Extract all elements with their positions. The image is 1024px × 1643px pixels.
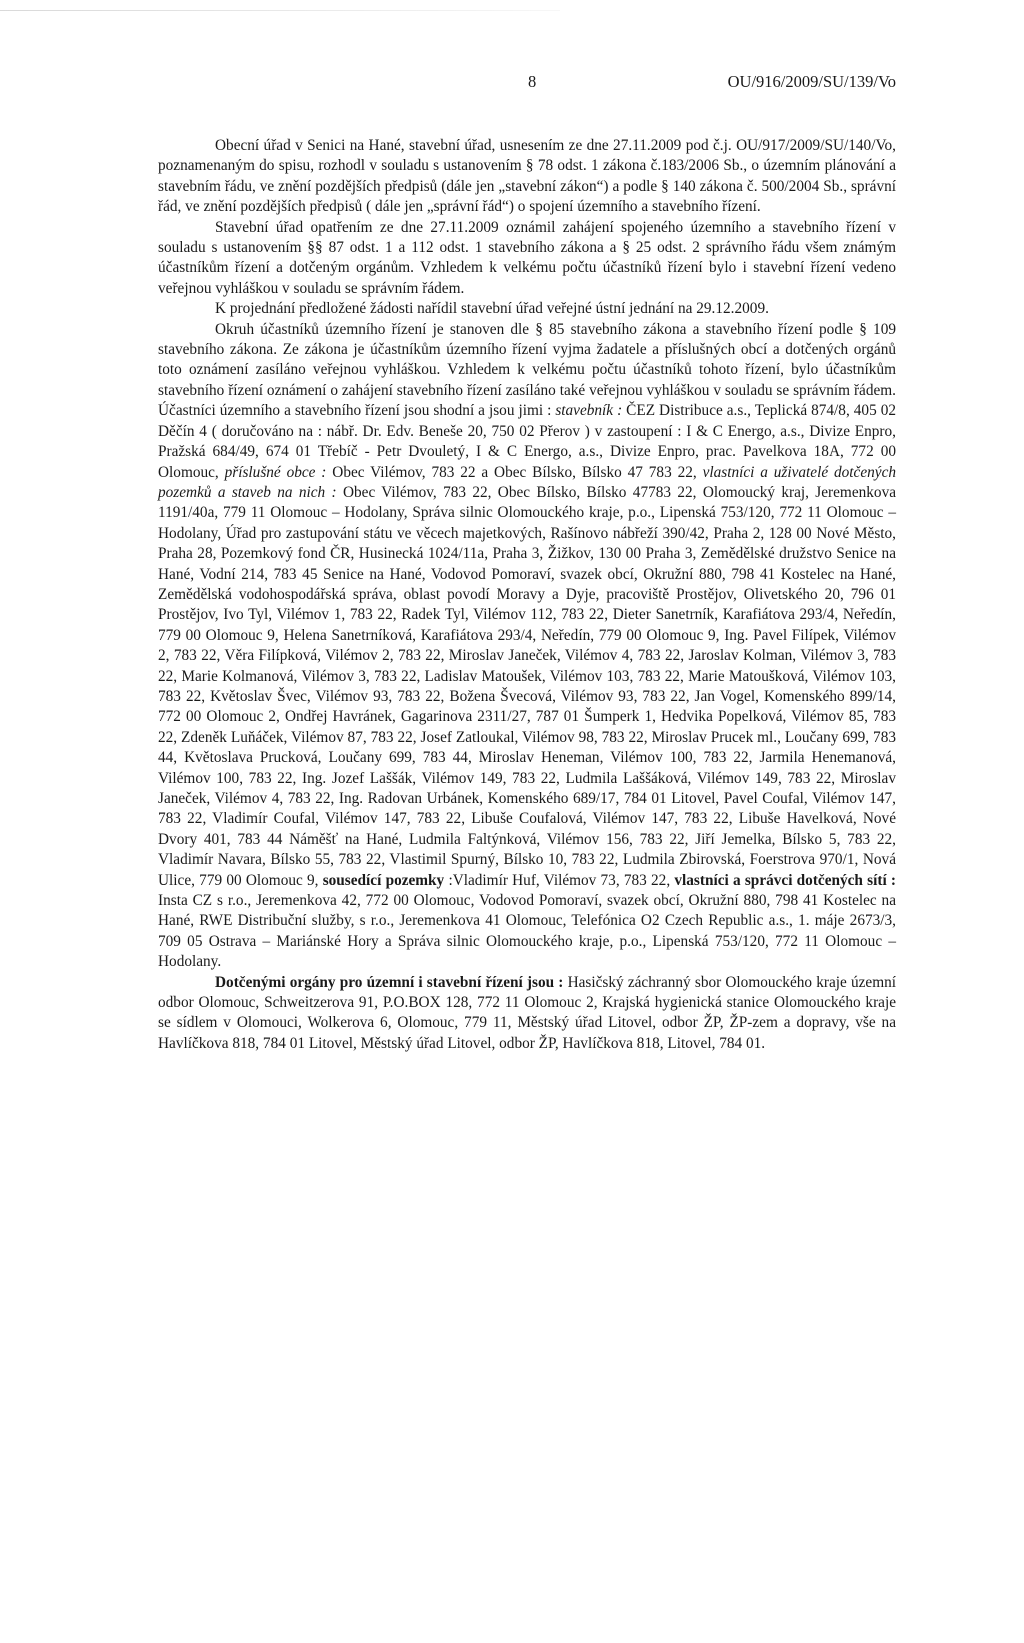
authorities-list: Hasičský záchranný sbor Olomouckého kraje územní odbor Olomouc, Schweitzerova 91, P.O.BOX 128, 772 11 Olomouc 2, Krajská hygienická stanice Olomouckého kraje se sídlem v Olomouci, Wolkerova 6, Olomouc, 779 11, Městský úřad Litovel, odbor ŽP, ŽP-zem a dopravy, vše na Havlíčkova 818, 784 01 Litovel, Městský úřad Litovel, odbor ŽP, Havlíčkova 818, Litovel, 784 01. (158, 973, 896, 1052)
owners-list: Obec Vilémov, 783 22, Obec Bílsko, Bílsko 47783 22, Olomoucký kraj, Jeremenkova 1191/40a, 779 11 Olomouc – Hodolany, Správa silnic Olomouckého kraje, p.o., Lipenská 753/120, 772 11 Olomouc – Hodolany, Úřad pro zastupování státu ve věcech majetkových, Rašínovo nábřeží 390/42, Praha 2, 128 00 Nové Město, Praha 28, Pozemkový fond ČR, Husinecká 1024/11a, Praha 3, Žižkov, 130 00 Praha 3, Zemědělské družstvo Senice na Hané, Vodní 214, 783 45 Senice na Hané, Vodovod Pomoraví, svazek obcí, Okružní 880, 798 41 Kostelec na Hané, Zemědělská vodohospodářská správa, oblast povodí Moravy a Dyje, pracoviště Prostějov, Olivetského 20, 796 01 Prostějov, Ivo Tyl, Vilémov 1, 783 22, Radek Tyl, Vilémov 112, 783 22, Dieter Sanetrník, Karafiátova 293/4, Neředín, 779 00 Olomouc 9, Helena Sanetrníková, Karafiátova 293/4, Neředín, 779 00 Olomouc 9, Ing. Pavel Filípek, Vilémov 2, 783 22, Věra Filípková, Vilémov 2, 783 22, Miroslav Janeček, Vilémov 4, 783 22, Jaroslav Kolman, Vilémov 3, 783 22, Marie Kolmanová, Vilémov 3, 783 22, Ladislav Matoušek, Vilémov 103, 783 22, Marie Matoušková, Vilémov 103, 783 22, Květoslav Švec, Vilémov 93, 783 22, Božena Švecová, Vilémov 93, 783 22, Jan Vogel, Komenského 899/14, 772 00 Olomouc 2, Ondřej Havránek, Gagarinova 2311/27, 787 01 Šumperk 1, Hedvika Popelková, Vilémov 85, 783 22, Zdeněk Luňáček, Vilémov 87, 783 22, Josef Zatloukal, Vilémov 98, 783 22, Miroslav Prucek ml., Loučany 699, 783 44, Květoslava Prucková, Loučany 699, 783 44, Miroslav Heneman, Vilémov 100, 783 22, Jarmila Henemanová, Vilémov 100, 783 22, Ing. Jozef Laššák, Vilémov 149, 783 22, Ludmila Laššáková, Vilémov 149, 783 22, Miroslav Janeček, Vilémov 4, 783 22, Ing. Radovan Urbánek, Komenského 689/17, 784 01 Litovel, Pavel Coufal, Vilémov 147, 783 22, Vladimír Coufal, Vilémov 147, 783 22, Libuše Coufalová, Vilémov 147, 783 22, Libuše Havelková, Nové Dvory 401, 783 44 Náměšť na Hané, Ludmila Faltýnková, Vilémov 156, 783 22, Jiří Jemelka, Bílsko 5, 783 22, Vladimír Navara, Bílsko 55, 783 22, Vlastimil Spurný, Bílsko 10, 783 22, Ludmila Zbirovská, Foerstrova 970/1, Nová Ulice, 779 00 Olomouc 9, (158, 483, 897, 889)
builder-details: ČEZ Distribuce a.s., Teplická 874/8, 405 02 Děčín 4 ( doručováno na : nábř. Dr. Edv. Beneše 20, 750 02 Přerov ) v zastoupení : I & C Energo, a.s., Divize Enpro, Pražská 684/49, 674 01 Třebíč - Petr Dvouletý, I & C Energo, a.s., Divize Enpro, prac. Pavelkova 18A, 772 00 Olomouc, (158, 402, 897, 481)
network-owners-list: Insta CZ s r.o., Jeremenkova 42, 772 00 Olomouc, Vodovod Pomoraví, svazek obcí, Okružní 880, 798 41 Kostelec na Hané, RWE Distribuční služby, s r.o., Jeremenkova 41 Olomouc, Telefónica O2 Czech Republic a.s., 1. máje 2673/3, 709 05 Ostrava – Mariánské Hory a Správa silnic Olomouckého kraje, p.o., Lipenská 753/120, 772 11 Olomouc – Hodolany. (158, 892, 896, 971)
paragraph-notice-of-proceedings: Stavební úřad opatřením ze dne 27.11.2009 oznámil zahájení spojeného územního a stavebního řízení v souladu s ustanovením §§ 87 odst. 1 a 112 odst. 1 stavebního zákona a § 25 odst. 2 správního řádu všem známým účastníkům řízení a dotčeným orgánům. Vzhledem k velkému počtu účastníků řízení bylo i stavební řízení vedeno veřejnou vyhláškou v souladu se správním řádem. (158, 218, 896, 297)
paragraph-public-hearing: K projednání předložené žádosti nařídil stavební úřad veřejné ústní jednání na 29.12.2009. (215, 300, 769, 318)
document-reference: OU/916/2009/SU/139/Vo (727, 72, 896, 91)
page-number: 8 (528, 72, 537, 91)
document-body (158, 136, 896, 1054)
paragraph-participants (158, 320, 896, 973)
participants-intro: Okruh účastníků územního řízení je stanoven dle § 85 stavebního zákona a stavebního řízení podle § 109 stavebního zákona. Ze zákona je účastníkům územního řízení vyjma žadatele a příslušných obcí a dotčených orgánů toto oznámení zasíláno veřejnou vyhláškou. Vzhledem k velkému počtu účastníků tohoto řízení, bylo účastníkům stavebního řízení oznámení o zahájení stavebního řízení zasíláno také veřejnou vyhláškou v souladu se správním řádem. Účastníci územního a stavebního řízení jsou shodní a jsou jimi : (158, 320, 896, 420)
neighbouring-plots-list: :Vladimír Huf, Vilémov 73, 783 22, (444, 871, 675, 889)
label-municipalities: příslušné obce : (224, 463, 327, 481)
label-network-owners: vlastníci a správci dotčených sítí : (674, 871, 897, 889)
label-owners: vlastníci a uživatelé dotčených pozemků a staveb na nich : (158, 463, 897, 501)
paragraph-consolidation-decision: Obecní úřad v Senici na Hané, stavební úřad, usnesením ze dne 27.11.2009 pod č.j. OU/917/2009/SU/140/Vo, poznamenaným do spisu, rozhodl v souladu s ustanovením § 78 odst. 1 zákona č.183/2006 Sb., o územním plánování a stavebním řádu, ve znění pozdějších předpisů (dále jen „stavební zákon“) a podle § 140 zákona č. 500/2004 Sb., správní řád, ve znění pozdějších předpisů ( dále jen „správní řád“) o spojení územního a stavebního řízení. (158, 137, 896, 216)
label-neighbouring-plots: sousedící pozemky (322, 871, 445, 889)
paragraph-authorities (158, 973, 896, 1055)
page-header (158, 72, 896, 94)
label-builder: stavebník : (555, 402, 623, 420)
municipalities-list: Obec Vilémov, 783 22 a Obec Bílsko, Bílsko 47 783 22, (326, 463, 703, 481)
scan-edge-line (0, 10, 560, 11)
label-authorities: Dotčenými orgány pro územní i stavební řízení jsou : (215, 973, 564, 991)
